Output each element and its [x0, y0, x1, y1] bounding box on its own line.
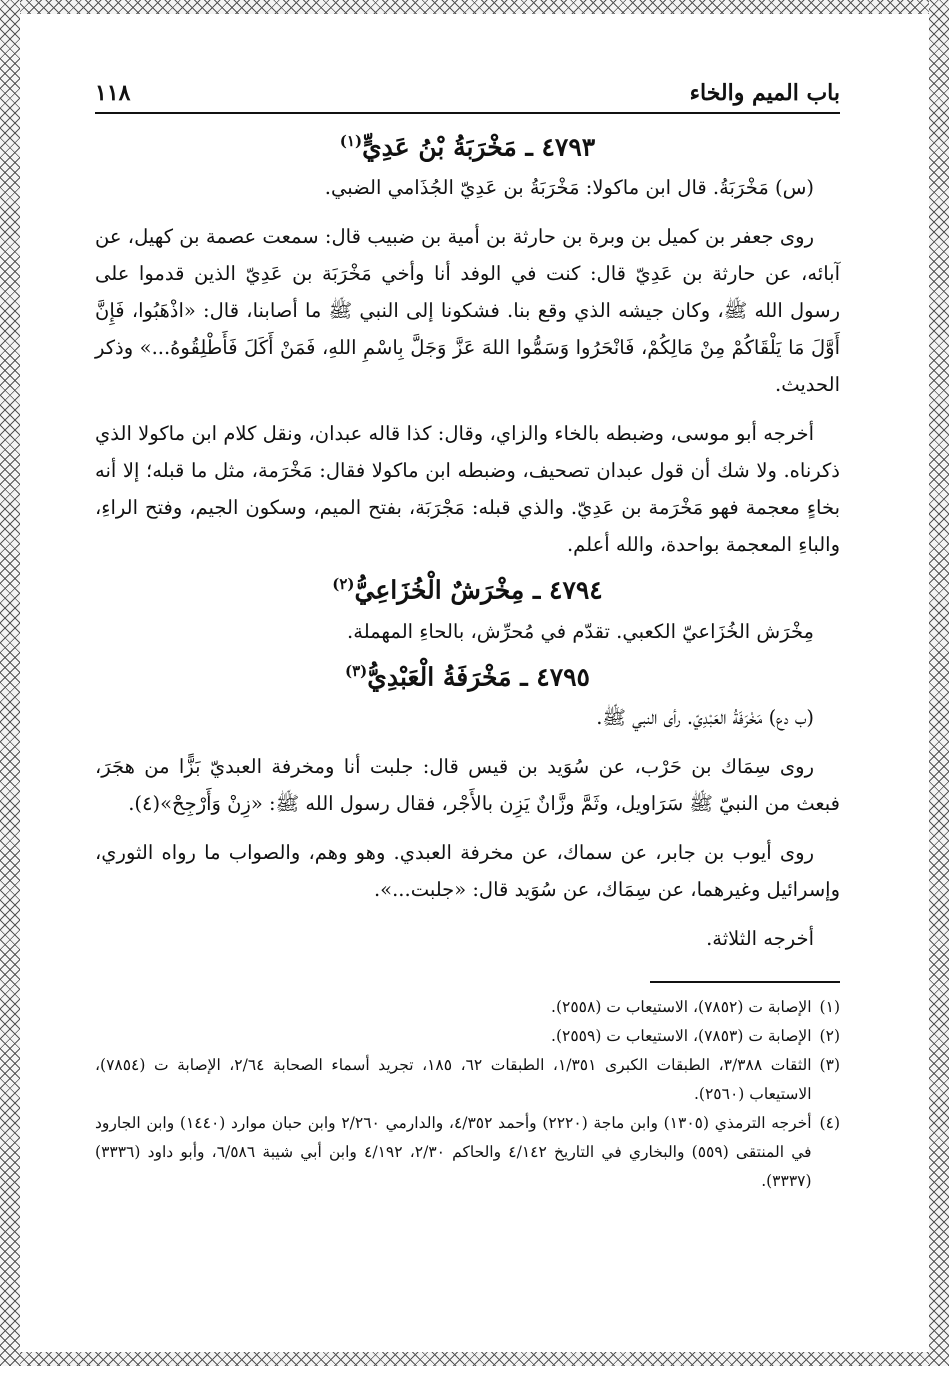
entry-title [95, 575, 840, 604]
footnote-ref: (١) [339, 132, 363, 150]
running-head [95, 80, 840, 114]
footnote [95, 993, 840, 1022]
chapter-title: باب الميم والخاء [689, 80, 840, 106]
entry-4793 [95, 132, 840, 563]
paragraph: روى جعفر بن كميل بن وبرة بن حارثة بن أمية بن ضبيب قال: سمعت عصمة بن كهيل، عن آبائه، عن حارثة بن عَدِيّ قال: كنت في الوفد أنا وأخي مَخْرَبَة بن عَدِيّ الذين قدموا على رسول الله ﷺ، وكان جيشه الذي وقع بنا. فشكونا إلى النبي ﷺ ما أصابنا، قال: «اذْهَبُوا، فَإِنَّ أَوَّلَ مَا يَلْقَاكُمْ مِنْ مَالِكُمْ، فَانْحَرُوا وَسَمُّوا اللهَ عَزَّ وَجَلَّ بِاسْمِ اللهِ، فَمَنْ أَكَلَ فَأَطْلِقُوهُ...» وذكر الحديث. [95, 225, 840, 397]
decorative-border-top [0, 0, 949, 14]
footnote-text: الإصابة ت (٧٨٥٢)، الاستيعاب ت (٢٥٥٨). [551, 997, 812, 1016]
footnote-divider [650, 981, 840, 983]
paragraph: أخرجه الثلاثة. [706, 926, 814, 950]
decorative-border-left [0, 0, 20, 1366]
footnote-ref: (٣) [345, 661, 368, 680]
footnote-text: الإصابة ت (٧٨٥٣)، الاستيعاب ت (٢٥٥٩). [551, 1026, 812, 1045]
decorative-border-bottom [0, 1352, 949, 1366]
entry-title [95, 662, 840, 691]
entry-title [95, 132, 840, 161]
entry-title-text: ٤٧٩٥ ـ مَخْرَفَةُ الْعَبْدِيُّ [367, 661, 590, 691]
decorative-border-right [929, 0, 949, 1366]
footnote [95, 1022, 840, 1051]
entry-4794 [95, 575, 840, 649]
paragraph: روى سِمَاك بن حَرْب، عن سُوَيد بن قيس قال: جلبت أنا ومخرفة العبديّ بَزًّا من هجَرَ، فبعث من النبيّ ﷺ سَرَاويل، وثَمَّ وزَّانٌ يَزِن بالأَجْر، فقال رسول الله ﷺ: «زِنْ وَأَرْجِحْ»(٤). [95, 754, 840, 815]
entry-4795 [95, 662, 840, 957]
page-number: ١١٨ [95, 80, 131, 106]
footnote-number: (١) [819, 997, 840, 1016]
footnote-text: أخرجه الترمذي (١٣٠٥) وابن ماجة (٢٢٢٠) وأحمد ٤/٣٥٢، والدارمي ٢/٢٦٠ وابن حبان موارد (١٤٤٠) وابن الجارود في المنتقى (٥٥٩) والبخاري في التاريخ ٤/١٤٢ والحاكم ٢/٣٠، ٤/١٩٢ وابن أبي شيبة ٦/٥٨٦، وأبو داود (٣٣٣٦) (٣٣٣٧). [95, 1113, 812, 1190]
paragraph: مِخْرَش الخُزَاعيّ الكعبي. تقدّم في مُحرِّش، بالحاءِ المهملة. [347, 619, 814, 643]
footnotes [95, 993, 840, 1196]
footnote-ref: (٢) [332, 575, 355, 594]
paragraph: (ب دع) مَخْرَفَةُ العَبْدِيّ. رأى النبي ﷺ. [596, 705, 814, 729]
footnote-number: (٢) [819, 1026, 840, 1045]
paragraph: (س) مَخْرَبَةُ. قال ابن ماكولا: مَخْرَبَةُ بن عَدِيّ الجُذَامي الضبي. [324, 176, 814, 200]
footnote-number: (٣) [819, 1055, 840, 1074]
page-content [95, 80, 840, 1196]
footnote [95, 1051, 840, 1109]
entry-title-text: ٤٧٩٤ ـ مِخْرَشٌ الْخُزَاعِيُّ [354, 575, 603, 605]
paragraph: روى أيوب بن جابر، عن سماك، عن مخرفة العبدي. وهو وهم، والصواب ما رواه الثوري، وإسرائيل وغيرهما، عن سِمَاك، عن سُوَيد قال: «جلبت...». [95, 840, 840, 901]
footnote-text: الثقات ٣/٣٨٨، الطبقات الكبرى ١/٣٥١، الطبقات ٦٢، ١٨٥، تجريد أسماء الصحابة ٢/٦٤، الإصابة ت (٧٨٥٤)، الاستيعاب (٢٥٦٠). [95, 1055, 812, 1103]
footnote [95, 1109, 840, 1196]
entry-title-text: ٤٧٩٣ ـ مَخْرَبَةُ بْنُ عَدِيٍّ [362, 132, 596, 162]
paragraph: أخرجه أبو موسى، وضبطه بالخاء والزاي، وقال: كذا قاله عبدان، ونقل كلام ابن ماكولا الذي ذكرناه. ولا شك أن قول عبدان تصحيف، وضبطه ابن ماكولا فقال: مَخْرَمة، مثل ما قبله؛ إلا أنه بخاءٍ معجمة فهو مَخْرَمة بن عَدِيّ. والذي قبله: مَجْرَبَة، بفتح الميم، وسكون الجيم، وفتح الراءِ، والباءِ المعجمة بواحدة، والله أعلم. [95, 422, 840, 557]
footnote-number: (٤) [819, 1113, 840, 1132]
